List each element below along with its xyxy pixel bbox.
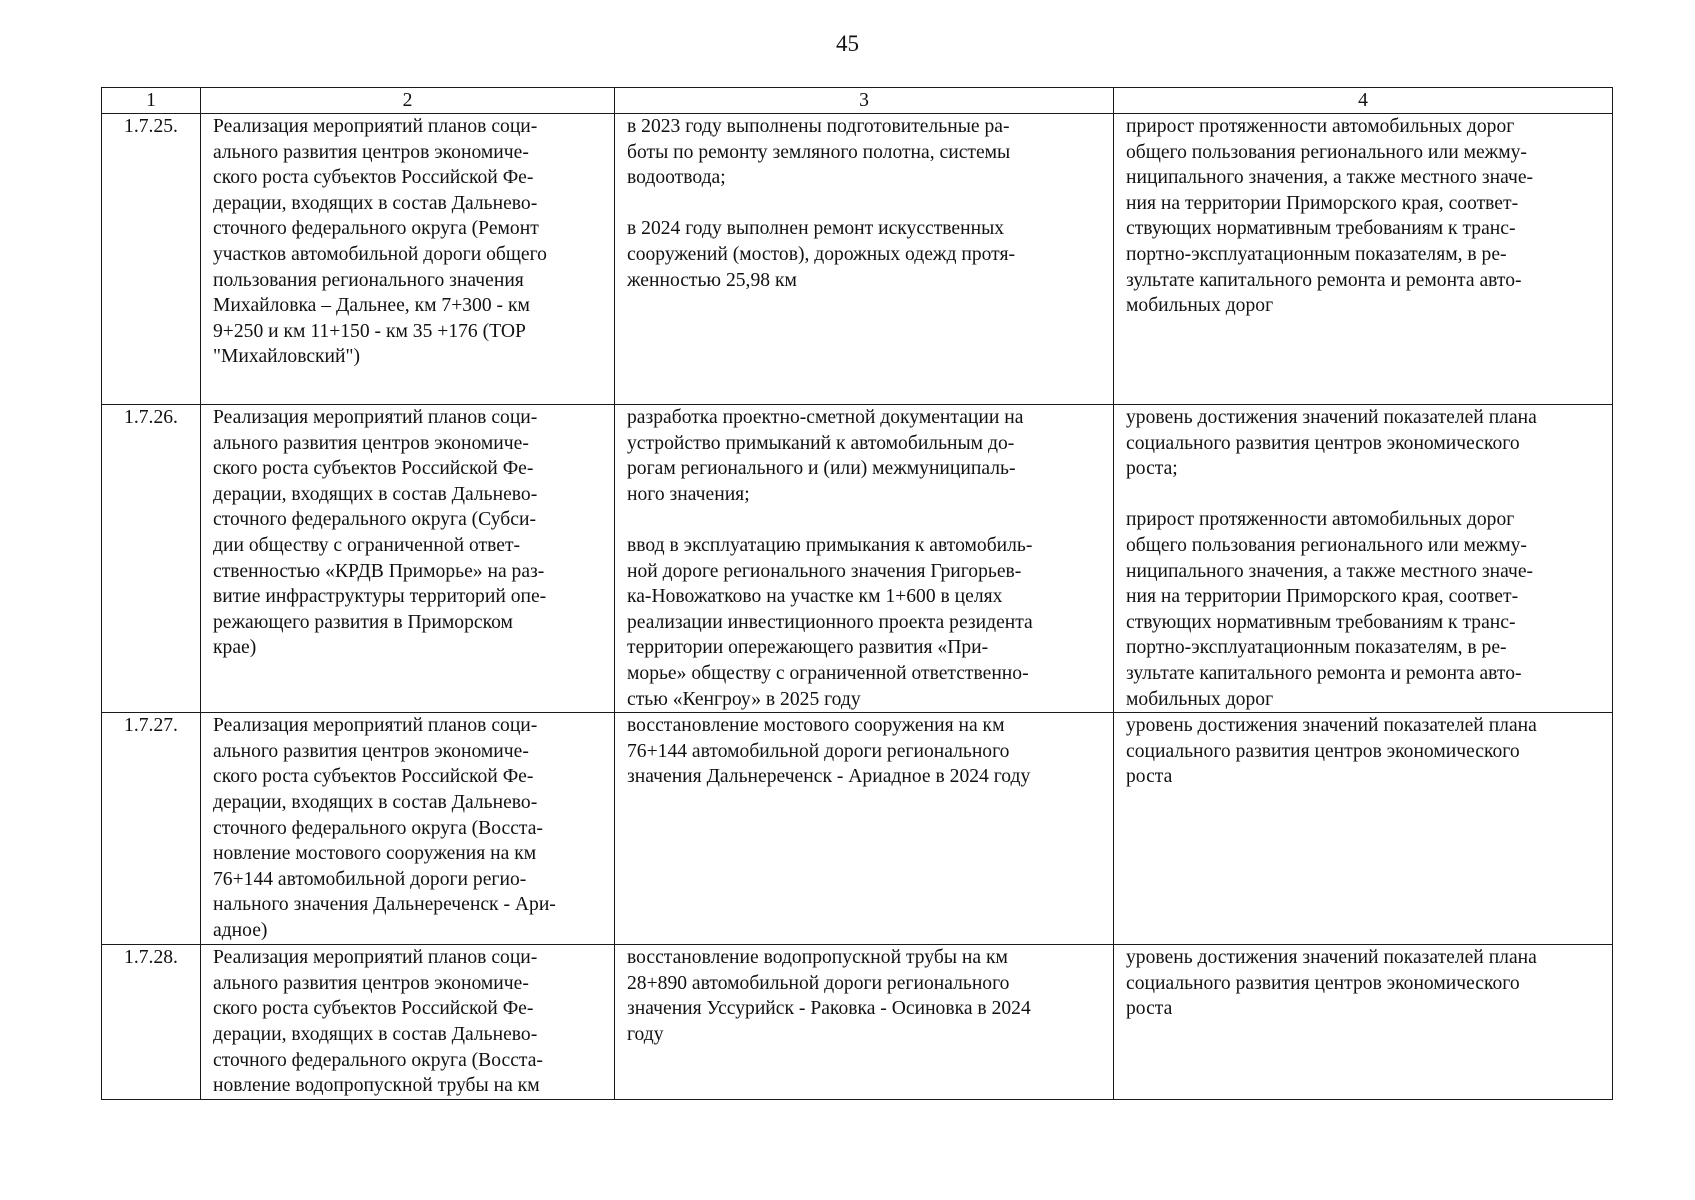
measure-name-text: Реализация мероприятий планов соци- ального развития центров экономиче- ского роста субъектов Российской Фе- дерации, входящих в состав Дальнево- сточного федерального округа (Ремонт участков автомобильной дороги общего пользования регионального значения Михайловка – Дальнее, км 7+300 - км 9+250 и км 11+150 - км 35 +176 (ТОР "Михайловский") xyxy=(213,116,547,368)
measure-name-cell xyxy=(201,114,615,405)
indicator-cell xyxy=(1114,713,1613,945)
indicator-cell xyxy=(1114,405,1613,713)
page-number: 45 xyxy=(836,31,859,56)
indicator-paragraph: прирост протяженности автомобильных дорог общего пользования регионального или межму- ниципального значения, а также местного значе- ния на территории Приморского края, соответ- ствующих нормативным требованиям к транс- портно-эксплуатационным показателям, в ре- зультате капитального ремонта и ремонта авто- мобильных дорог xyxy=(1126,116,1534,317)
column-header-4: 4 xyxy=(1114,88,1613,114)
row-number: 1.7.25. xyxy=(102,114,201,405)
table-row xyxy=(102,945,1613,1100)
result-description-cell xyxy=(615,713,1114,945)
paragraph-gap xyxy=(627,191,1103,217)
table-row xyxy=(102,405,1613,713)
row-number: 1.7.28. xyxy=(102,945,201,1100)
column-header-3: 3 xyxy=(615,88,1114,114)
indicator-paragraph: уровень достижения значений показателей плана социального развития центров экономического роста xyxy=(1126,715,1537,788)
indicator-paragraph: уровень достижения значений показателей плана социального развития центров экономического роста xyxy=(1126,947,1537,1020)
indicator-paragraph: прирост протяженности автомобильных дорог общего пользования регионального или межму- ниципального значения, а также местного значе- ния на территории Приморского края, соответ- ствующих нормативным требованиям к транс- портно-эксплуатационным показателям, в ре- зультате капитального ремонта и ремонта авто- мобильных дорог xyxy=(1126,509,1534,710)
row-number: 1.7.26. xyxy=(102,405,201,713)
measure-name-cell xyxy=(201,713,615,945)
measures-table xyxy=(101,87,1613,1100)
indicator-cell xyxy=(1114,945,1613,1100)
result-paragraph: разработка проектно-сметной документации на устройство примыканий к автомобильным до- рогам регионального и (или) межмуниципаль- ного значения; xyxy=(627,407,1024,505)
indicator-cell xyxy=(1114,114,1613,405)
column-header-1: 1 xyxy=(102,88,201,114)
paragraph-gap xyxy=(1126,482,1602,508)
result-description-cell xyxy=(615,945,1114,1100)
indicator-paragraph: уровень достижения значений показателей плана социального развития центров экономического роста; xyxy=(1126,407,1537,480)
result-description-cell xyxy=(615,405,1114,713)
result-paragraph: в 2024 году выполнен ремонт искусственных сооружений (мостов), дорожных одежд протя- женностью 25,98 км xyxy=(627,218,1015,291)
result-description-cell xyxy=(615,114,1114,405)
paragraph-gap xyxy=(627,507,1103,533)
table-row xyxy=(102,713,1613,945)
row-number: 1.7.27. xyxy=(102,713,201,945)
measure-name-text: Реализация мероприятий планов соци- ального развития центров экономиче- ского роста субъектов Российской Фе- дерации, входящих в состав Дальнево- сточного федерального округа (Субси- дии обществу с ограниченной ответ- ственностью «КРДВ Приморье» на раз- витие инфраструктуры территорий опе- режающего развития в Приморском крае) xyxy=(213,407,547,659)
measure-name-text: Реализация мероприятий планов соци- ального развития центров экономиче- ского роста субъектов Российской Фе- дерации, входящих в состав Дальнево- сточного федерального округа (Восста- новление мостового сооружения на км 76+144 автомобильной дороги регио- нального значения Дальнереченск - Ари- адное) xyxy=(213,715,556,941)
table-header-row xyxy=(102,88,1613,114)
column-header-2: 2 xyxy=(201,88,615,114)
result-paragraph: в 2023 году выполнены подготовительные ра- боты по ремонту земляного полотна, системы водоотвода; xyxy=(627,116,1011,189)
measure-name-cell xyxy=(201,945,615,1100)
result-paragraph: восстановление мостового сооружения на км 76+144 автомобильной дороги регионального значения Дальнереченск - Ариадное в 2024 году xyxy=(627,715,1031,788)
measure-name-text: Реализация мероприятий планов соци- ального развития центров экономиче- ского роста субъектов Российской Фе- дерации, входящих в состав Дальнево- сточного федерального округа (Восста- новление водопропускной трубы на км xyxy=(213,947,543,1097)
result-paragraph: восстановление водопропускной трубы на км 28+890 автомобильной дороги регионального значения Уссурийск - Раковка - Осиновка в 2024 году xyxy=(627,947,1031,1045)
measure-name-cell xyxy=(201,405,615,713)
table-row xyxy=(102,114,1613,405)
result-paragraph: ввод в эксплуатацию примыкания к автомобиль- ной дороге регионального значения Григорьев- ка-Новожатково на участке км 1+600 в целях реализации инвестиционного проекта резидента территории опережающего развития «При- морье» обществу с ограниченной ответственно- стью «Кенгроу» в 2025 году xyxy=(627,534,1033,710)
